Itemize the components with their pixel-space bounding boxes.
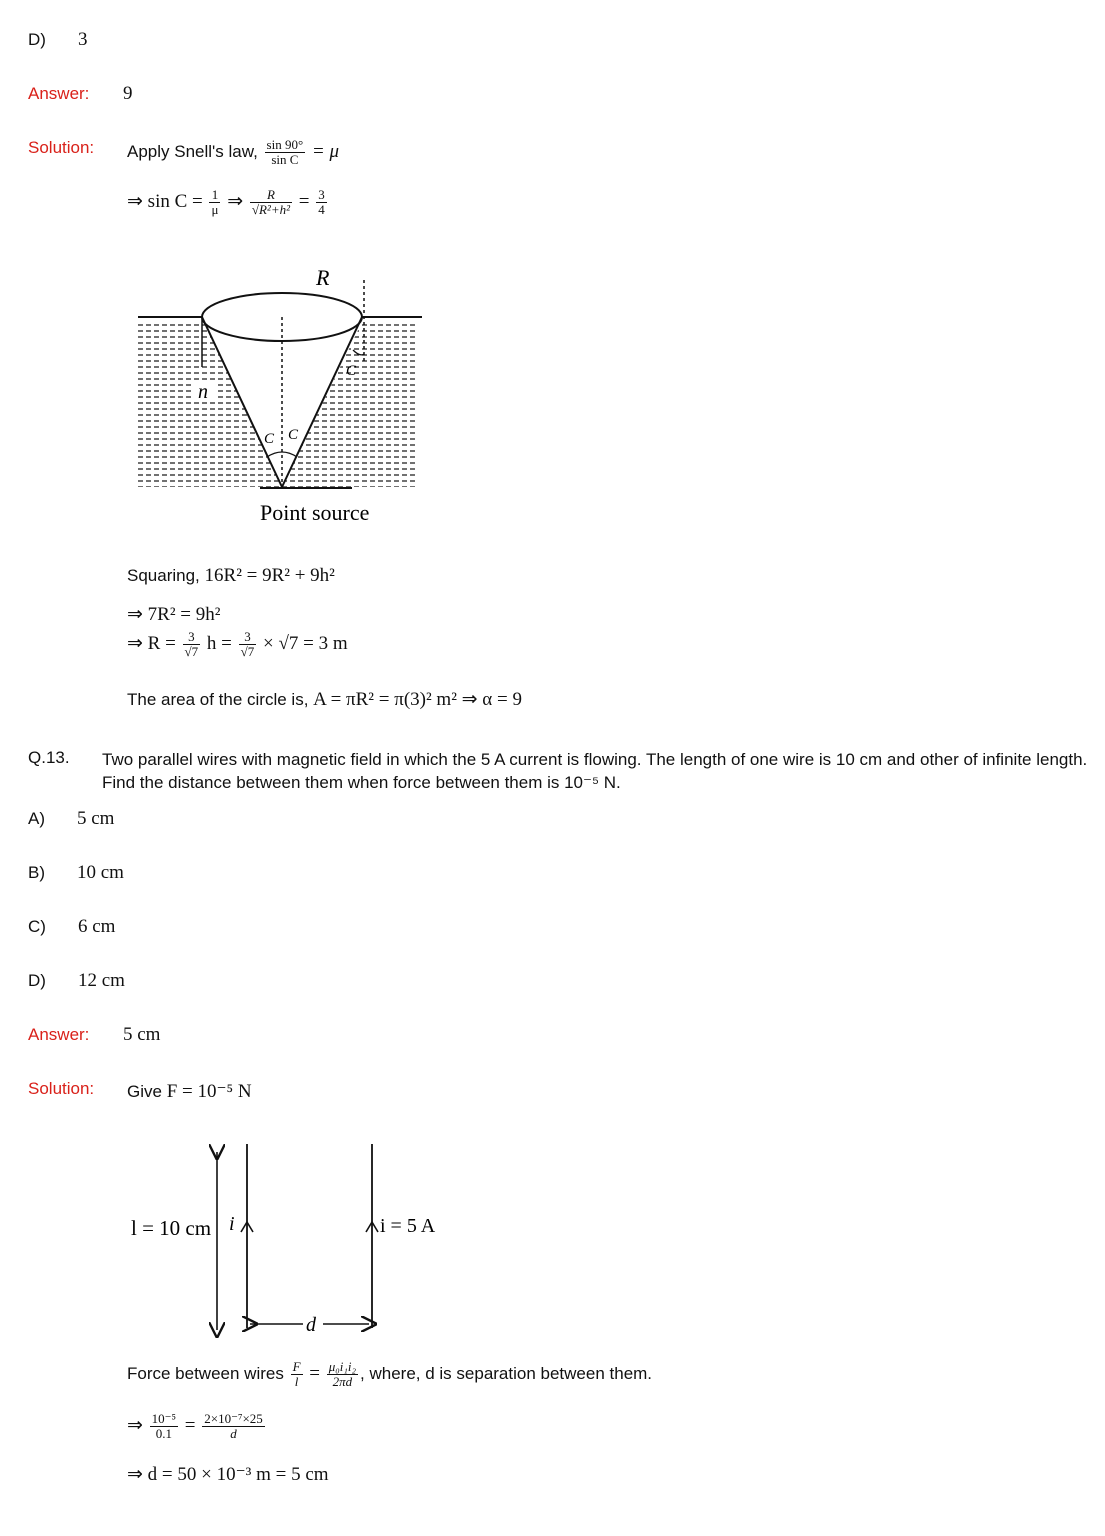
point-source-caption: Point source [260, 500, 370, 525]
option-d-label-q13: D) [28, 971, 46, 990]
c-label-right: C [346, 363, 357, 379]
squaring-line: Squaring, 16R² = 9R² + 9h² [127, 565, 335, 586]
separation-label: d [306, 1314, 316, 1336]
answer-label-q13: Answer: [28, 1025, 90, 1044]
c-label-apex-left: C [264, 431, 275, 447]
option-d-label: D) [28, 30, 46, 49]
r-label: R [316, 265, 330, 290]
option-d-value: 3 [78, 29, 88, 50]
given-force-line: Give F = 10⁻⁵ N [127, 1081, 252, 1102]
current-right-label: i = 5 A [380, 1215, 436, 1237]
current-left-label: i [229, 1213, 235, 1235]
step-r-value: ⇒ R = $\frac{3}{√7}$ h = $\frac{3}{√7}$ × √7 = 3 m [127, 629, 348, 659]
solution-label: Solution: [28, 138, 95, 157]
substitution-line: ⇒ $\frac{\text{10⁻⁵}}{0.1}$ = $\frac{\text{2×10⁻⁷×25}}{d}$ [127, 1411, 263, 1441]
c-label-apex-right: C [288, 427, 299, 443]
point-source-cone-figure [130, 262, 430, 532]
question-number: Q.13. [28, 748, 70, 767]
question-text: Two parallel wires with magnetic field in which the 5 A current is flowing. The length of one wire is 10 cm and other of infinite length. Find the distance between them when force between them is 10⁻⁵ N. [102, 750, 1088, 792]
option-b-value: 10 cm [77, 862, 124, 883]
force-formula-line: Force between wires $\frac{F}{l}$ = $\frac{\text{μ₀i₁i₂}}{2\pi d}$ , where, d is separation between them. [127, 1359, 653, 1389]
area-line: The area of the circle is, A = πR² = π(3)² m² ⇒ α = 9 [127, 689, 522, 710]
option-a-value: 5 cm [77, 808, 115, 829]
option-b-label: B) [28, 863, 45, 882]
answer-label: Answer: [28, 84, 90, 103]
parallel-wires-figure [125, 1140, 455, 1340]
solution-label-q13: Solution: [28, 1079, 95, 1098]
final-distance-line: ⇒ d = 50 × 10⁻³ m = 5 cm [127, 1464, 329, 1485]
length-label: l = 10 cm [131, 1216, 212, 1240]
option-c-label: C) [28, 917, 46, 936]
option-c-value: 6 cm [78, 916, 116, 937]
snell-law-line: Apply Snell's law, $\frac{\sin 90^\circ}{\text{sin C}}$ = μ [127, 137, 340, 167]
option-a-label: A) [28, 809, 45, 828]
critical-angle-line: ⇒ sin C = $\frac{1}{\mu}$ ⇒ $\frac{R}{\text{√R²+h²}}$ = $\frac{3}{4}$ [127, 187, 325, 217]
step-7r2: ⇒ 7R² = 9h² [127, 604, 221, 625]
option-d-value-q13: 12 cm [78, 970, 125, 991]
answer-value-q13: 5 cm [123, 1024, 161, 1045]
n-label: n [198, 381, 208, 403]
answer-value: 9 [123, 83, 133, 104]
